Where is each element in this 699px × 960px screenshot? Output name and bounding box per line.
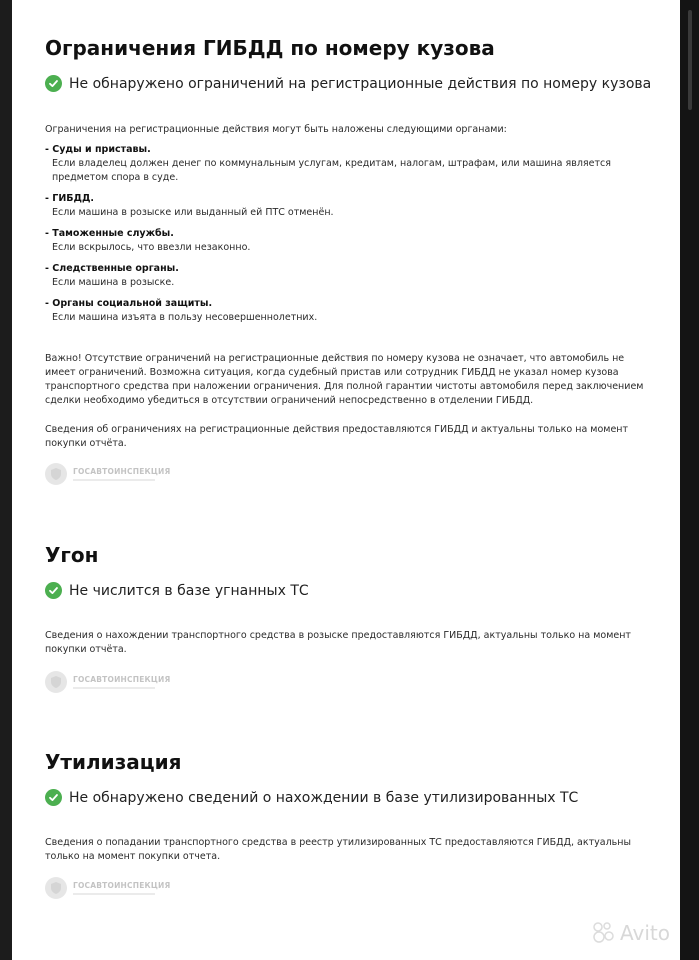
- logo-title: ГОСАВТОИНСПЕКЦИЯ: [73, 881, 171, 890]
- gibdd-logo: [45, 877, 170, 899]
- avito-logo-icon: [592, 921, 618, 945]
- organ-name: ГИБДД.: [52, 193, 95, 204]
- status-theft: [45, 582, 309, 599]
- organ-item: - Таможенные службы. Если вскрылось, что ввезли незаконно.: [45, 227, 657, 255]
- status-restrictions: [45, 75, 651, 92]
- report-page: [12, 0, 680, 960]
- gibdd-logo: [45, 671, 170, 693]
- section-title-disposal: Утилизация: [45, 750, 182, 774]
- organ-desc: Если машина изъята в пользу несовершеннолетних.: [52, 312, 318, 323]
- organ-item: - ГИБДД. Если машина в розыске или выданный ей ПТС отменён.: [45, 192, 657, 220]
- organ-name: Следственные органы.: [52, 263, 179, 274]
- gibdd-logo: [45, 463, 170, 485]
- check-circle-icon: [45, 582, 62, 599]
- restrictions-intro: Ограничения на регистрационные действия могут быть наложены следующими органами:: [45, 124, 507, 135]
- avito-watermark: [592, 921, 670, 945]
- source-note: Сведения о нахождении транспортного средства в розыске предоставляются ГИБДД, актуальны только на момент покупки отчёта.: [45, 630, 631, 655]
- watermark-text: Avito: [620, 921, 670, 945]
- logo-title: ГОСАВТОИНСПЕКЦИЯ: [73, 467, 171, 476]
- status-text: Не числится в базе угнанных ТС: [69, 582, 309, 599]
- check-circle-icon: [45, 75, 62, 92]
- section-title-restrictions: Ограничения ГИБДД по номеру кузова: [45, 36, 495, 60]
- gibdd-emblem-icon: [45, 671, 67, 693]
- status-text: Не обнаружено ограничений на регистрационные действия по номеру кузова: [69, 75, 652, 92]
- scrollbar-thumb[interactable]: [688, 10, 692, 110]
- source-note: Сведения об ограничениях на регистрационные действия предоставляются ГИБДД и актуальны только на момент покупки отчёта.: [45, 424, 629, 449]
- status-disposal: [45, 789, 578, 806]
- check-circle-icon: [45, 789, 62, 806]
- status-text: Не обнаружено сведений о нахождении в базе утилизированных ТС: [69, 789, 579, 806]
- organ-name: Суды и приставы.: [52, 144, 151, 155]
- organ-item: - Органы социальной защиты. Если машина изъята в пользу несовершеннолетних.: [45, 297, 657, 325]
- scrollbar-track[interactable]: [680, 0, 699, 960]
- important-note: Важно! Отсутствие ограничений на регистрационные действия по номеру кузова не означает, что автомобиль не имеет ограничений. Возможна ситуация, когда судебный пристав или сотрудник ГИБДД не указал номер кузова транспортного средства при наложении ограничения. Для полной гарантии чистоты автомобиля перед заключением сделки необходимо убедиться в отсутствии ограничений непосредственно в отделении ГИБДД.: [45, 353, 644, 406]
- logo-title: ГОСАВТОИНСПЕКЦИЯ: [73, 675, 171, 684]
- organ-desc: Если владелец должен денег по коммунальным услугам, кредитам, налогам, штрафам, или машина является предметом спора в суде.: [52, 158, 611, 183]
- organ-desc: Если вскрылось, что ввезли незаконно.: [52, 242, 251, 253]
- organ-name: Таможенные службы.: [52, 228, 174, 239]
- organ-item: - Следственные органы. Если машина в розыске.: [45, 262, 657, 290]
- organ-desc: Если машина в розыске или выданный ей ПТС отменён.: [52, 207, 334, 218]
- organ-desc: Если машина в розыске.: [52, 277, 175, 288]
- section-title-theft: Угон: [45, 543, 99, 567]
- organ-name: Органы социальной защиты.: [52, 298, 213, 309]
- gibdd-emblem-icon: [45, 463, 67, 485]
- organ-item: - Суды и приставы. Если владелец должен денег по коммунальным услугам, кредитам, налогам, штрафам, или машина является предметом спора в суде.: [45, 143, 657, 185]
- gibdd-emblem-icon: [45, 877, 67, 899]
- source-note: Сведения о попадании транспортного средства в реестр утилизированных ТС предоставляются ГИБДД, актуальны только на момент покупки отчета.: [45, 837, 631, 862]
